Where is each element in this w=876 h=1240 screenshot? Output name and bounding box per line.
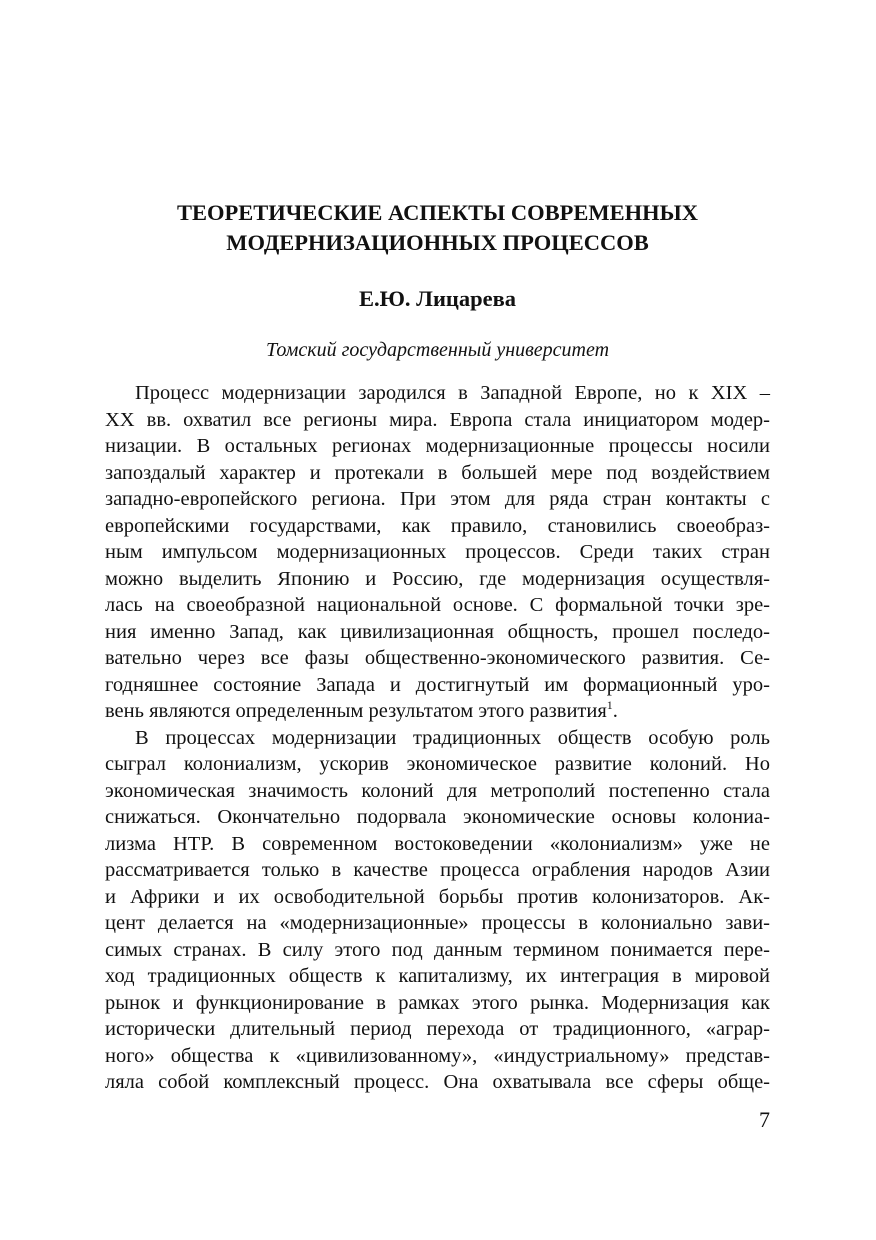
paragraph-1: [105, 380, 770, 725]
text-line: запоздалый характер и протекали в большей мере под воздействием: [105, 461, 770, 484]
paragraph-2: [105, 725, 770, 1096]
text-line: лизма НТР. В современном востоковедении «колониализм» уже не: [105, 832, 770, 855]
text-line: XX вв. охватил все регионы мира. Европа стала инициатором модер-: [105, 408, 770, 431]
text-line: ляла собой комплексный процесс. Она охватывала все сферы обще-: [105, 1071, 770, 1093]
text-fragment: .: [612, 700, 618, 722]
text-line: рассматривается только в качестве процесса ограбления народов Азии: [105, 859, 770, 881]
text-line: ния именно Запад, как цивилизационная общность, прошел последо-: [105, 620, 770, 643]
text-line: вательно через все фазы общественно-экономического развития. Се-: [105, 647, 770, 669]
text-line: ного» общества к «цивилизованному», «индустриальному» представ-: [105, 1044, 770, 1067]
text-line: экономическая значимость колоний для метрополий постепенно стала: [105, 779, 770, 802]
title-line-1: ТЕОРЕТИЧЕСКИЕ АСПЕКТЫ СОВРЕМЕННЫХ: [176, 200, 698, 225]
text-fragment: вень являются определенным результатом этого развития: [105, 700, 607, 722]
title-line-2: МОДЕРНИЗАЦИОННЫХ ПРОЦЕССОВ: [226, 230, 649, 255]
author-affiliation: Томский государственный университет: [265, 339, 610, 361]
text-line-last: [105, 698, 770, 725]
text-line: Процесс модернизации зародился в Западной Европе, но к XIX –: [135, 382, 770, 404]
text-line: годняшнее состояние Запада и достигнутый им формационный уро-: [105, 673, 770, 696]
text-line: исторически длительный период перехода от традиционного, «аграр-: [105, 1018, 770, 1040]
text-line: В процессах модернизации традиционных обществ особую роль: [135, 726, 770, 749]
text-line: сыграл колониализм, ускорив экономическое развитие колоний. Но: [105, 753, 770, 775]
text-line: лась на своеобразной национальной основе. С формальной точки зре-: [105, 594, 770, 616]
text-line: европейскими государствами, как правило, становились своеобраз-: [105, 514, 770, 537]
footnote-reference[interactable]: 1: [606, 698, 613, 713]
article-body: [105, 380, 770, 1096]
text-line: снижаться. Окончательно подорвала экономические основы колониа-: [105, 806, 770, 828]
text-line: цент делается на «модернизационные» процессы в колониально зави-: [105, 912, 770, 934]
text-line: симых странах. В силу этого под данным термином понимается пере-: [105, 938, 770, 961]
author-name: Е.Ю. Лицарева: [358, 286, 517, 311]
text-line: и Африки и их освободительной борьбы против колонизаторов. Ак-: [105, 885, 770, 908]
article-title: [105, 198, 770, 258]
text-line: можно выделить Японию и Россию, где модернизация осуществля-: [105, 567, 770, 590]
text-line: рынок и функционирование в рамках этого рынка. Модернизация как: [105, 991, 770, 1014]
page-number: 7: [759, 1107, 770, 1132]
text-line: ход традиционных обществ к капитализму, их интеграция в мировой: [105, 965, 770, 987]
text-line: ным импульсом модернизационных процессов. Среди таких стран: [105, 541, 770, 563]
text-line: низации. В остальных регионах модернизационные процессы носили: [105, 435, 770, 457]
text-line: западно-европейского региона. При этом для ряда стран контакты с: [105, 488, 770, 510]
